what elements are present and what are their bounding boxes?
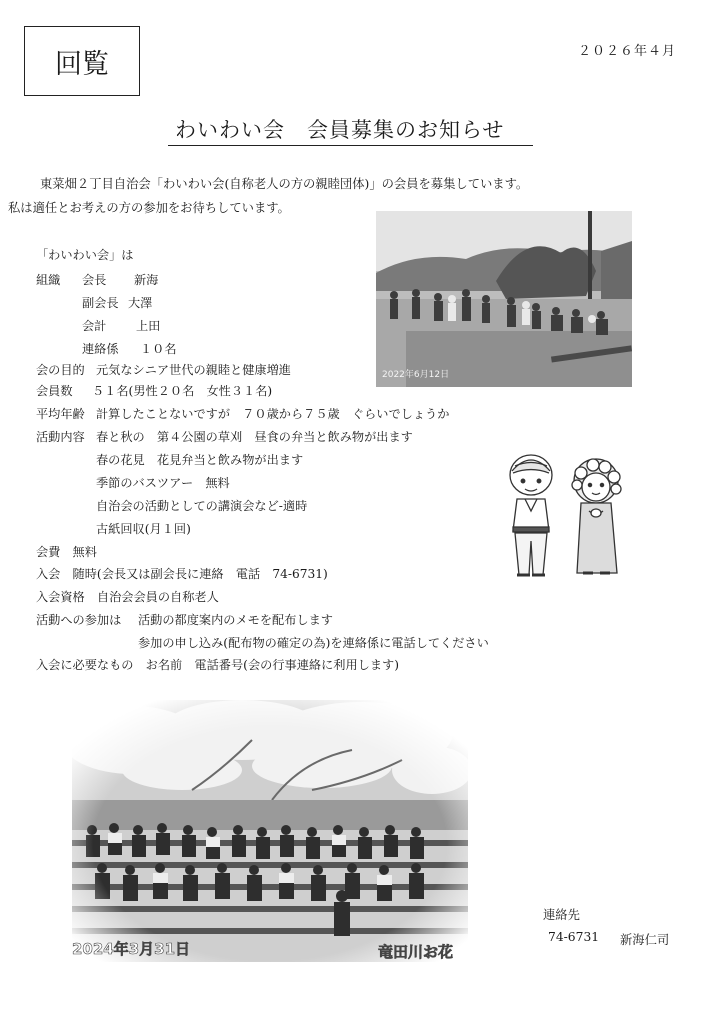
contact-label: 連絡先 — [543, 908, 580, 922]
org-label: 組織 — [36, 273, 61, 287]
age-label: 平均年齢 — [36, 407, 85, 421]
eligibility-line: 入会資格 自治会会員の自称老人 — [36, 590, 219, 604]
circulation-stamp — [24, 26, 140, 96]
group-name: 「わいわい会」は — [36, 248, 134, 262]
intro-line-2: 私は適任とお考えの方の参加をお待ちしています。 — [8, 201, 290, 215]
page-title: わいわい会 会員募集のお知らせ — [175, 118, 505, 142]
circulation-label: 回覧 — [55, 48, 109, 80]
title-underline — [168, 145, 533, 146]
activity-item-4: 自治会の活動としての講演会など-適時 — [96, 499, 308, 513]
fee-line: 会費 無料 — [36, 545, 97, 559]
purpose-label: 会の目的 — [36, 363, 85, 377]
join-line: 入会 随時(会長又は副会長に連絡 電話 74-6731) — [36, 567, 328, 581]
org-name-2: 大澤 — [128, 296, 153, 310]
org-name-3: 上田 — [136, 319, 161, 333]
activity-item-1: 春と秋の 第４公園の草刈 昼食の弁当と飲み物が出ます — [96, 430, 413, 444]
activities-label: 活動内容 — [36, 430, 85, 444]
participation-line-1: 活動の都度案内のメモを配布します — [138, 613, 333, 627]
group-photo-hanami — [72, 700, 468, 962]
senior-couple-illustration — [497, 451, 631, 583]
org-name-1: 新海 — [134, 273, 159, 287]
participation-label: 活動への参加は — [36, 613, 122, 627]
contact-phone: 74-6731 — [548, 930, 600, 944]
org-role-4: 連絡係 — [82, 342, 119, 356]
activity-item-2: 春の花見 花見弁当と飲み物が出ます — [96, 453, 304, 467]
participation-line-2: 参加の申し込み(配布物の確定の為)を連絡係に電話してください — [138, 636, 489, 650]
org-role-2: 副会長 — [82, 296, 119, 310]
requirements-line: 入会に必要なもの お名前 電話番号(会の行事連絡に利用します) — [36, 658, 399, 672]
activity-item-3: 季節のバスツアー 無料 — [96, 476, 230, 490]
issue-date: ２０２６年４月 — [578, 44, 677, 59]
contact-name: 新海仁司 — [620, 933, 670, 947]
org-role-3: 会計 — [82, 319, 107, 333]
age-value: 計算したことないですが ７０歳から７５歳 ぐらいでしょうか — [96, 407, 450, 421]
intro-line-1: 東菜畑２丁目自治会「わいわい会(自称老人の方の親睦団体)」の会員を募集しています。 — [40, 177, 529, 191]
org-role-1: 会長 — [82, 273, 107, 287]
activity-photo-park — [376, 211, 632, 387]
members-value: ５１名(男性２０名 女性３１名) — [92, 384, 273, 398]
photo1-date-stamp: 2022年6月12日 — [382, 370, 450, 380]
purpose-value: 元気なシニア世代の親睦と健康増進 — [96, 363, 291, 377]
photo2-place-caption: 竜田川お花 — [378, 943, 454, 961]
org-name-4: １０名 — [140, 342, 177, 356]
photo2-date-stamp: 2024年3月31日 — [72, 940, 191, 958]
activity-item-5: 古紙回収(月１回) — [96, 522, 191, 536]
members-label: 会員数 — [36, 384, 73, 398]
